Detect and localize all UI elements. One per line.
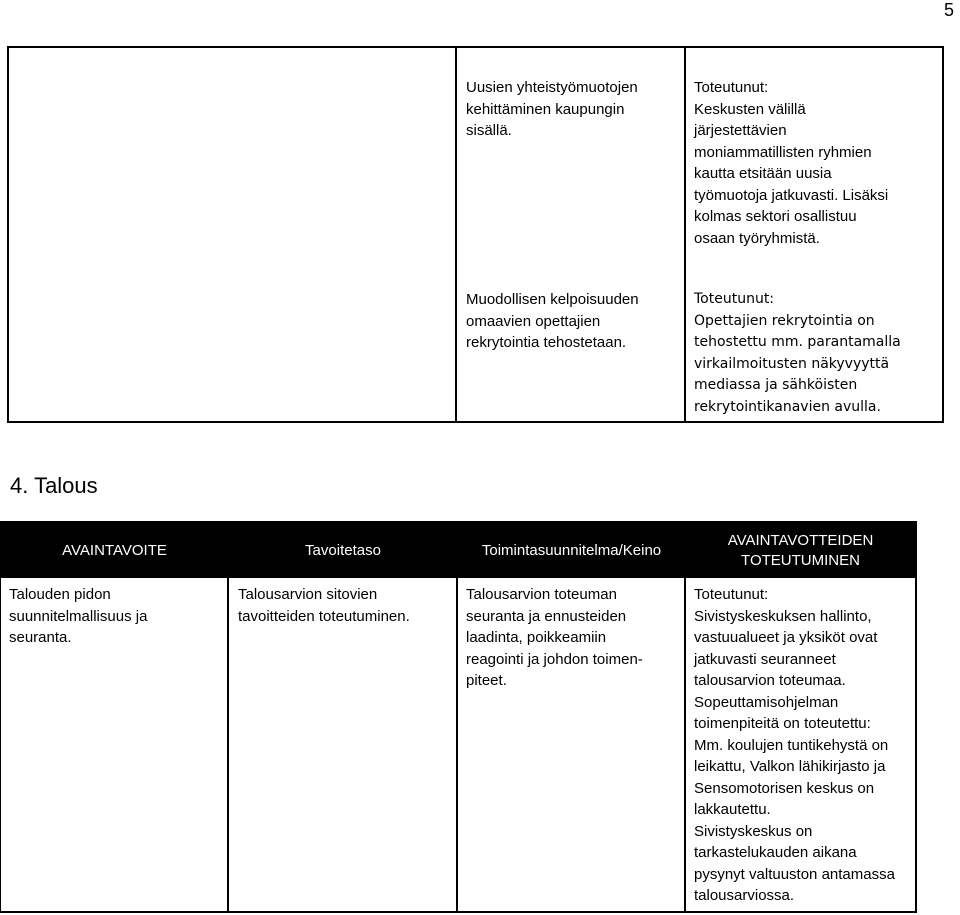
table-cell-target-level: Talousarvion sitovien tavoitteiden toteutuminen. [238,586,410,625]
header-plan: Toimintasuunnitelma/Keino [458,523,685,578]
table-cell-result: Toteutunut: Opettajien rekrytointia on tehostettu mm. parantamalla virkailmoitusten näkyvyyttä mediassa ja sähköisten rekrytointikanavien avulla. [694,291,901,415]
table-cell-key-goal: Talouden pidon suunnitelmallisuus ja seuranta. [9,586,148,646]
header-key-goal: AVAINTAVOITE [1,523,228,578]
table-cell-goal: Muodollisen kelpoisuuden omaavien opettajien rekrytointia tehostetaan. [466,291,639,351]
header-target-level: Tavoitetaso [229,523,457,578]
table-cell-plan: Talousarvion toteuman seuranta ja ennusteiden laadinta, poikkeamiin reagointi ja johdon toimen- piteet. [466,586,643,689]
table-cell-goal: Uusien yhteistyömuotojen kehittäminen kaupungin sisällä. [466,79,638,139]
page-number: 5 [944,0,955,20]
section-heading: 4. Talous [10,473,98,498]
header-realization: AVAINTAVOTTEIDEN TOTEUTUMINEN [686,523,915,578]
table-cell-realization: Toteutunut: Sivistyskeskuksen hallinto, vastuualueet ja yksiköt ovat jatkuvasti seuranneet talousarvion toteumaa. Sopeuttamisohjelman toimenpiteitä on toteutettu: Mm. koulujen tuntikehystä on leikattu, Valkon lähikirjasto ja Sensomotorisen keskus on lakkautettu. Sivistyskeskus on tarkastelukauden aikana pysynyt valtuuston antamassa talousarviossa. [694,586,895,904]
table-cell-result: Toteutunut: Keskusten välillä järjestettävien moniammatillisten ryhmien kautta etsitään uusia työmuotoja jatkuvasti. Lisäksi kolmas sektori osallistuu osaan työryhmistä. [694,79,889,247]
